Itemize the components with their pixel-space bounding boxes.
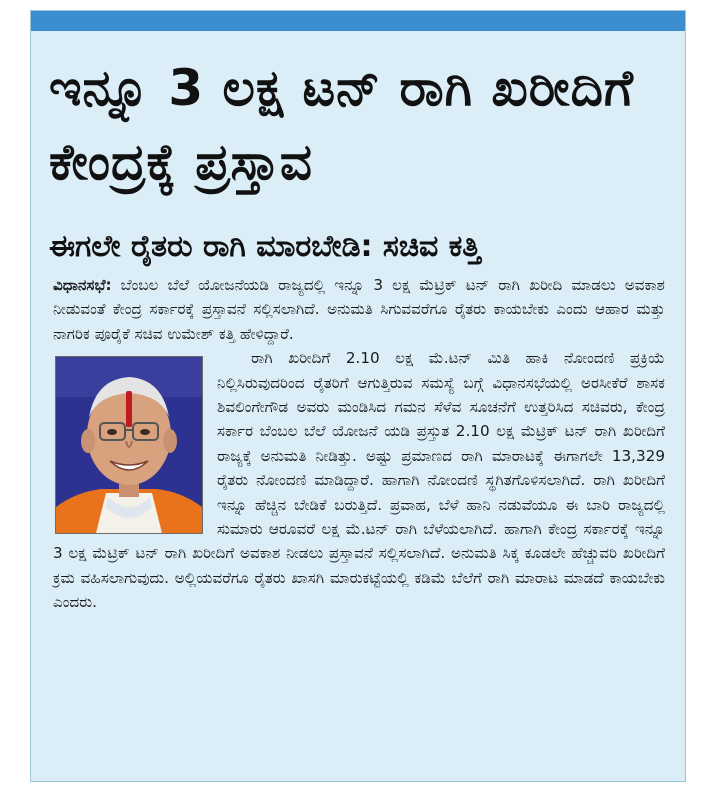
body-paragraph: ರಾಗಿ ಖರೀದಿಗೆ 2.10 ಲಕ್ಷ ಮೆ.ಟನ್ ಮಿತಿ ಹಾಕಿ ನೋಂದಣಿ ಪ್ರಕ್ರಿಯೆ ನಿಲ್ಲಿಸಿರುವುದರಿಂದ ರೈತರಿಗೆ ಆಗುತ್ತಿರುವ ಸಮಸ್ಯೆ ಬಗ್ಗೆ ವಿಧಾನಸಭೆಯಲ್ಲಿ ಅರಸೀಕೆರೆ ಶಾಸಕ ಶಿವಲಿಂಗೇಗೌಡ ಅವರು ಮಂಡಿಸಿದ ಗಮನ ಸೆಳೆವ ಸೂಚನೆಗೆ ಉತ್ತರಿಸಿದ ಸಚಿವರು, ಕೇಂದ್ರ ಸರ್ಕಾರ ಬೆಂಬಲ ಬೆಲೆ ಯೋಜನೆ ಯಡಿ ಪ್ರಸ್ತುತ 2.10 ಲಕ್ಷ ಮೆಟ್ರಿಕ್ ಟನ್ ರಾಗಿ ಖರೀದಿಗೆ ರಾಜ್ಯಕ್ಕೆ ಅನುಮತಿ ನೀಡಿತ್ತು. ಅಷ್ಟು ಪ್ರಮಾಣದ ರಾಗಿ ಮಾರಾಟಕ್ಕೆ ಈಗಾಗಲೇ 13,329 ರೈತರು ನೋಂದಣಿ ಮಾಡಿದ್ದಾರೆ. ಹಾಗಾಗಿ ನೋಂದಣಿ ಸ್ಥಗಿತಗೊಳಿಸಲಾಗಿದೆ. ರಾಗಿ ಖರೀದಿಗೆ ಇನ್ನೂ ಹೆಚ್ಚಿನ ಬೇಡಿಕೆ ಬರುತ್ತಿದೆ. ಪ್ರವಾಹ, ಬೆಳೆ ಹಾನಿ ನಡುವೆಯೂ ಈ ಬಾರಿ ರಾಜ್ಯದಲ್ಲಿ ಸುಮಾರು ಆರೂವರೆ ಲಕ್ಷ ಮೆ.ಟನ್ ರಾಗಿ ಬೆಳೆಯಲಾಗಿದೆ. ಹಾಗಾಗಿ ಕೇಂದ್ರ ಸರ್ಕಾರಕ್ಕೆ ಇನ್ನೂ 3 ಲಕ್ಷ ಮೆಟ್ರಿಕ್ ಟನ್ ರಾಗಿ ಖರೀದಿಗೆ ಅವಕಾಶ ನೀಡಲು ಪ್ರಸ್ತಾವನೆ ಸಲ್ಲಿಸಲಾಗಿದೆ. ಅನುಮತಿ ಸಿಕ್ಕ ಕೂಡಲೇ ಹೆಚ್ಚುವರಿ ಖರೀದಿಗೆ ಕ್ರಮ ವಹಿಸಲಾಗುವುದು. ಅಲ್ಲಿಯವರೆಗೂ ರೈತರು ಖಾಸಗಿ ಮಾರುಕಟ್ಟೆಯಲ್ಲಿ ಕಡಿಮೆ ಬೆಲೆಗೆ ರಾಗಿ ಮಾರಾಟ ಮಾಡದೆ ಕಾಯಬೇಕು ಎಂದರು. bbox=[53, 349, 665, 612]
accent-bar bbox=[31, 11, 685, 31]
minister-photo bbox=[55, 356, 203, 534]
article-body bbox=[53, 273, 665, 615]
headline: ಇನ್ನೂ 3 ಲಕ್ಷ ಟನ್ ರಾಗಿ ಖರೀದಿಗೆ ಕೇಂದ್ರಕ್ಕೆ ಪ್ರಸ್ತಾವ bbox=[49, 59, 634, 191]
dateline: ವಿಧಾನಸಭೆ: bbox=[53, 276, 112, 294]
subheadline: ಈಗಲೇ ರೈತರು ರಾಗಿ ಮಾರಬೇಡಿ: ಸಚಿವ ಕತ್ತಿ bbox=[49, 229, 481, 264]
news-clipping bbox=[30, 10, 686, 782]
lead-paragraph bbox=[53, 273, 665, 346]
portrait-illustration bbox=[56, 357, 202, 533]
lead-text: ಬೆಂಬಲ ಬೆಲೆ ಯೋಜನೆಯಡಿ ರಾಜ್ಯದಲ್ಲಿ ಇನ್ನೂ 3 ಲಕ್ಷ ಮೆಟ್ರಿಕ್ ಟನ್ ರಾಗಿ ಖರೀದಿ ಮಾಡಲು ಅವಕಾಶ ನೀಡುವಂತೆ ಕೇಂದ್ರ ಸರ್ಕಾರಕ್ಕೆ ಪ್ರಸ್ತಾವನೆ ಸಲ್ಲಿಸಲಾಗಿದೆ. ಅನುಮತಿ ಸಿಗುವವರೆಗೂ ರೈತರು ಕಾಯಬೇಕು ಎಂದು ಆಹಾರ ಮತ್ತು ನಾಗರಿಕ ಪೂರೈಕೆ ಸಚಿವ ಉಮೇಶ್ ಕತ್ತಿ ಹೇಳಿದ್ದಾರೆ. bbox=[53, 276, 665, 343]
